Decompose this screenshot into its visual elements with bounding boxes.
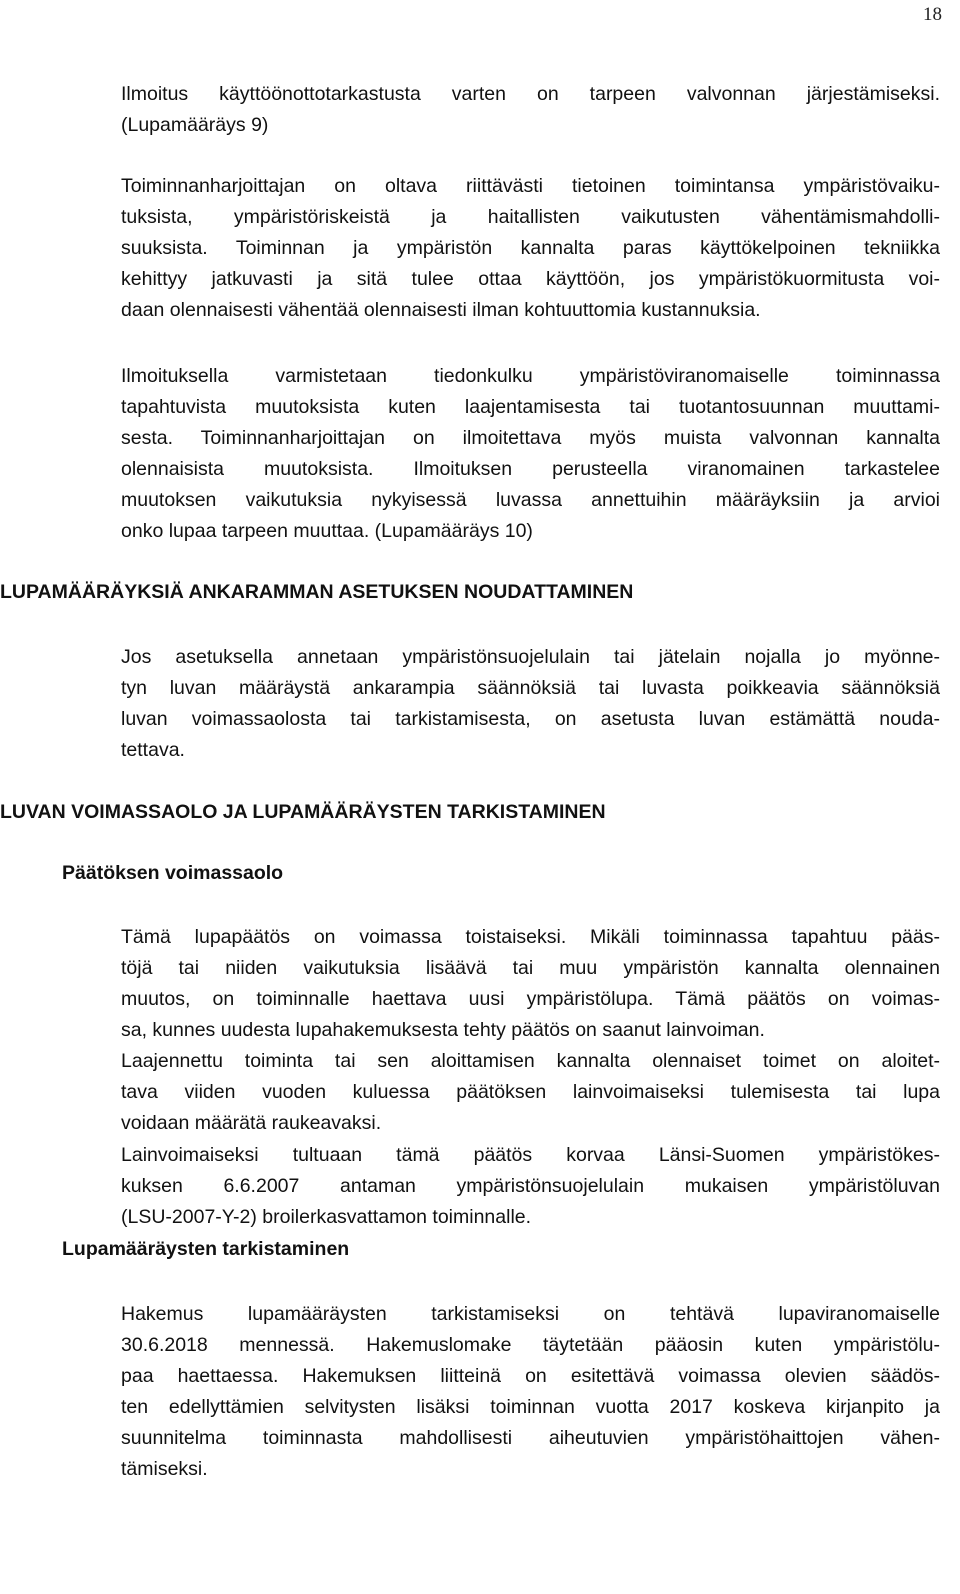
text-line: sesta. Toiminnanharjoittajan on ilmoitettava myös muista valvonnan kannalta <box>121 427 940 449</box>
text-line: Jos asetuksella annetaan ympäristönsuojelulain tai jätelain nojalla jo myönne- <box>121 646 940 668</box>
text-line: Hakemus lupamääräysten tarkistamiseksi on tehtävä lupaviranomaiselle <box>121 1303 940 1325</box>
text-line: kehittyy jatkuvasti ja sitä tulee ottaa käyttöön, jos ympäristökuormitusta voi- <box>121 268 940 290</box>
section-heading-permit-validity: LUVAN VOIMASSAOLO JA LUPAMÄÄRÄYSTEN TARKISTAMINEN <box>0 801 606 823</box>
text-line: ten edellyttämien selvitysten lisäksi toiminnan vuotta 2017 koskeva kirjanpito ja <box>121 1396 940 1418</box>
section-heading-stricter-decree: LUPAMÄÄRÄYKSIÄ ANKARAMMAN ASETUKSEN NOUDATTAMINEN <box>0 581 634 603</box>
text-line: suunnitelma toiminnasta mahdollisesti aiheutuvien ympäristöhaittojen vähen- <box>121 1427 940 1449</box>
text-line: Laajennettu toiminta tai sen aloittamisen kannalta olennaiset toimet on aloitet- <box>121 1050 940 1072</box>
paragraph-operator-awareness <box>121 171 940 326</box>
text-line: sa, kunnes uudesta lupahakemuksesta tehty päätös on saanut lainvoiman. <box>121 1019 765 1041</box>
paragraph-commissioning-notice <box>121 79 940 141</box>
text-line: 30.6.2018 mennessä. Hakemuslomake täytetään pääosin kuten ympäristölu- <box>121 1334 940 1356</box>
text-line: tyn luvan määräystä ankarampia säännöksiä tai luvasta poikkeavia säännöksiä <box>121 677 940 699</box>
text-line: töjä tai niiden vaikutuksia lisäävä tai muu ympäristön kannalta olennainen <box>121 957 940 979</box>
text-line: kuksen 6.6.2007 antaman ympäristönsuojelulain mukaisen ympäristöluvan <box>121 1175 940 1197</box>
text-line: tettava. <box>121 739 185 761</box>
text-line: muutos, on toiminnalle haettava uusi ympäristölupa. Tämä päätös on voimas- <box>121 988 940 1010</box>
text-line: Tämä lupapäätös on voimassa toistaiseksi. Mikäli toiminnassa tapahtuu pääs- <box>121 926 940 948</box>
text-line: tava viiden vuoden kuluessa päätöksen lainvoimaiseksi tulemisesta tai lupa <box>121 1081 940 1103</box>
subheading-permit-review: Lupamääräysten tarkistaminen <box>62 1238 350 1260</box>
text-line: paa haettaessa. Hakemuksen liitteinä on esitettävä voimassa olevien säädös- <box>121 1365 940 1387</box>
text-line: (LSU-2007-Y-2) broilerkasvattamon toiminnalle. <box>121 1206 532 1228</box>
paragraph-decision-validity <box>121 922 940 1046</box>
text-line: Ilmoituksella varmistetaan tiedonkulku ympäristöviranomaiselle toiminnassa <box>121 365 940 387</box>
text-line: muutoksen vaikutuksia nykyisessä luvassa annettuihin määräyksiin ja arvioi <box>121 489 940 511</box>
paragraph-stricter-decree <box>121 642 940 766</box>
text-line: Lainvoimaiseksi tultuaan tämä päätös korvaa Länsi-Suomen ympäristökes- <box>121 1144 940 1166</box>
paragraph-permit-review <box>121 1299 940 1485</box>
text-line: onko lupaa tarpeen muuttaa. (Lupamääräys 10) <box>121 520 533 542</box>
text-line: suuksista. Toiminnan ja ympäristön kannalta paras käyttökelpoinen tekniikka <box>121 237 940 259</box>
text-line: voidaan määrätä raukeavaksi. <box>121 1112 382 1134</box>
page-number: 18 <box>923 4 942 25</box>
text-line: tapahtuvista muutoksista kuten laajentamisesta tai tuotantosuunnan muuttami- <box>121 396 940 418</box>
text-line: Ilmoitus käyttöönottotarkastusta varten on tarpeen valvonnan järjestämiseksi. <box>121 83 940 105</box>
text-line: tuksista, ympäristöriskeistä ja haitallisten vaikutusten vähentämismahdolli- <box>121 206 940 228</box>
subheading-decision-validity: Päätöksen voimassaolo <box>62 862 284 884</box>
paragraph-replaces-previous-permit <box>121 1140 940 1233</box>
text-line: tämiseksi. <box>121 1458 208 1480</box>
text-line: luvan voimassaolosta tai tarkistamisesta, on asetusta luvan estämättä nouda- <box>121 708 940 730</box>
text-line: (Lupamääräys 9) <box>121 114 269 136</box>
paragraph-notification-changes <box>121 361 940 547</box>
text-line: daan olennaisesti vähentää olennaisesti ilman kohtuuttomia kustannuksia. <box>121 299 761 321</box>
text-line: Toiminnanharjoittajan on oltava riittävästi tietoinen toimintansa ympäristövaiku- <box>121 175 940 197</box>
paragraph-expansion-deadline <box>121 1046 940 1139</box>
text-line: olennaisista muutoksista. Ilmoituksen perusteella viranomainen tarkastelee <box>121 458 940 480</box>
